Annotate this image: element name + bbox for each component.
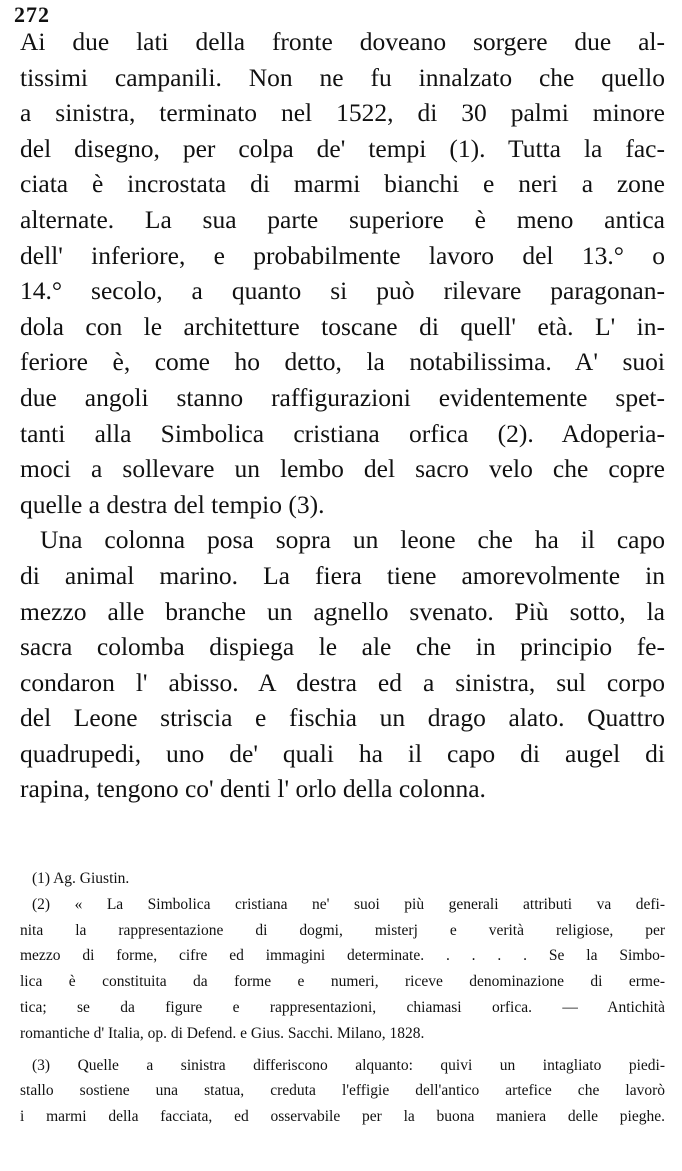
footnote-3-line: i marmi della facciata, ed osservabile per la buona maniera delle pieghe. — [20, 1108, 665, 1126]
text-line: Una colonna posa sopra un leone che ha il capo — [40, 525, 665, 555]
text-line: alternate. La sua parte superiore è meno antica — [20, 204, 665, 234]
footnote-2-line: (2) « La Simbolica cristiana ne' suoi più generali attributi va defi- — [32, 895, 665, 913]
text-line: feriore è, come ho detto, la notabilissima. A' suoi — [20, 347, 665, 377]
text-line: ciata è incrostata di marmi bianchi e neri a zone — [20, 169, 665, 199]
text-line: dola con le architetture toscane di quell' età. L' in- — [20, 311, 665, 341]
footnote-2-line: mezzo di forme, cifre ed immagini determinate. . . . . Se la Simbo- — [20, 947, 665, 965]
text-line: condaron l' abisso. A destra ed a sinistra, sul corpo — [20, 667, 665, 697]
page-number: 272 — [14, 2, 50, 27]
text-line: di animal marino. La fiera tiene amorevolmente in — [20, 560, 665, 590]
footnote-2-line: lica è constituita da forme e numeri, riceve denominazione di erme- — [20, 973, 665, 991]
text-line: dell' inferiore, e probabilmente lavoro del 13.° o — [20, 240, 665, 270]
text-line: 14.° secolo, a quanto si può rilevare paragonan- — [20, 276, 665, 306]
text-line: quadrupedi, uno de' quali ha il capo di augel di — [20, 738, 665, 768]
text-line: rapina, tengono co' denti l' orlo della colonna. — [20, 774, 486, 804]
footnotes — [20, 866, 665, 1130]
text-line: mezzo alle branche un agnello svenato. Più sotto, la — [20, 596, 665, 626]
text-line: tanti alla Simbolica cristiana orfica (2). Adoperia- — [20, 418, 665, 448]
body-text — [20, 24, 665, 807]
text-line: del disegno, per colpa de' tempi (1). Tutta la fac- — [20, 133, 665, 163]
text-line: a sinistra, terminato nel 1522, di 30 palmi minore — [20, 98, 665, 128]
text-line: due angoli stanno raffigurazioni evidentemente spet- — [20, 382, 665, 412]
text-line: del Leone striscia e fischia un drago alato. Quattro — [20, 703, 665, 733]
footnote-1: (1) Ag. Giustin. — [32, 870, 130, 887]
footnote-2-line: romantiche d' Italia, op. di Defend. e Gius. Sacchi. Milano, 1828. — [20, 1024, 425, 1042]
footnote-2-line: nita la rappresentazione di dogmi, misterj e verità religiose, per — [20, 921, 665, 939]
text-line: Ai due lati della fronte doveano sorgere due al- — [20, 27, 665, 56]
footnote-2-line: tica; se da figure e rappresentazioni, chiamasi orfica. — Antichità — [20, 998, 665, 1016]
text-line: quelle a destra del tempio (3). — [20, 489, 325, 519]
text-line: sacra colomba dispiega le ale che in principio fe- — [20, 632, 665, 662]
text-line: moci a sollevare un lembo del sacro velo che copre — [20, 454, 665, 484]
footnote-3-line: (3) Quelle a sinistra differiscono alquanto: quivi un intagliato piedi- — [32, 1056, 665, 1074]
footnote-3-line: stallo sostiene una statua, creduta l'effigie dell'antico artefice che lavorò — [20, 1082, 665, 1100]
text-line: tissimi campanili. Non ne fu innalzato che quello — [20, 62, 665, 92]
